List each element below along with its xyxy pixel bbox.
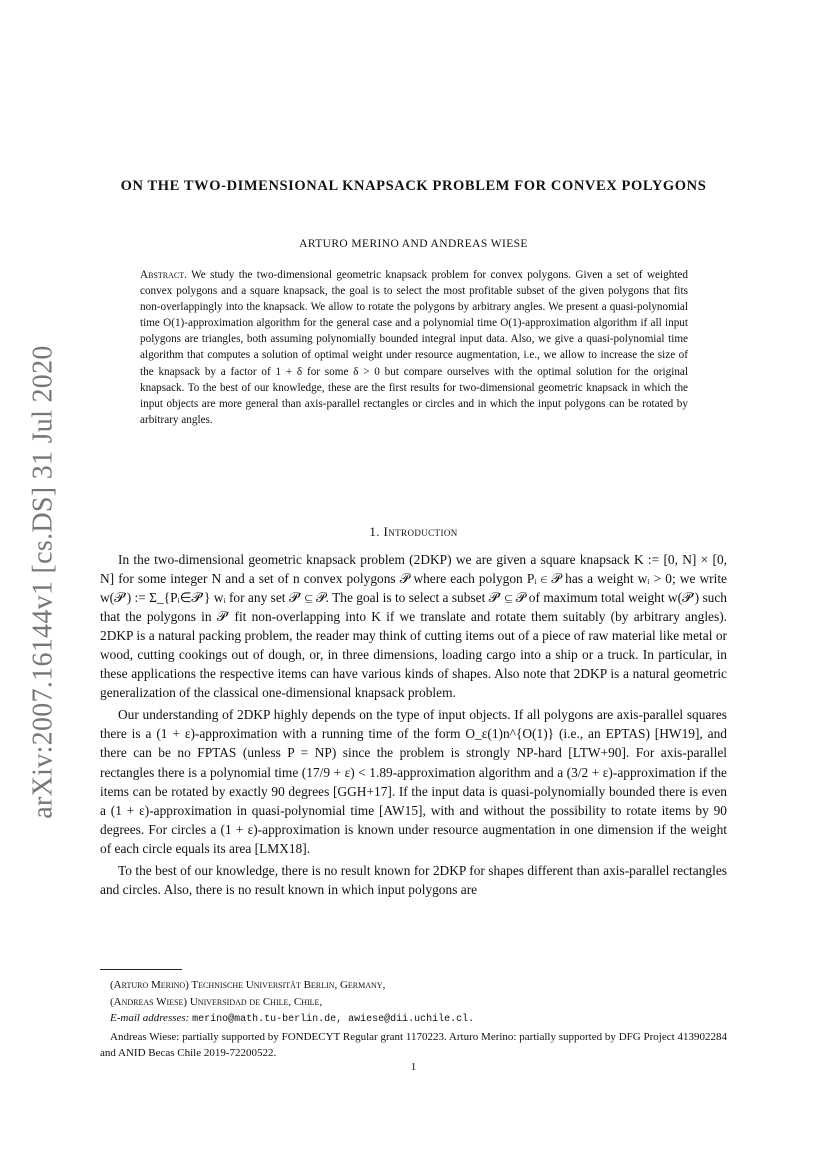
section-heading: 1. Introduction bbox=[369, 524, 458, 539]
abstract-label: Abstract. bbox=[140, 269, 187, 281]
page-number: 1 bbox=[410, 1061, 417, 1073]
arxiv-stamp bbox=[22, 345, 66, 819]
paper-title: ON THE TWO-DIMENSIONAL KNAPSACK PROBLEM FOR CONVEX POLYGONS bbox=[120, 178, 707, 194]
affiliation-wiese: (Andreas Wiese) Universidad de Chile, Chile, bbox=[110, 995, 323, 1008]
paragraph: In the two-dimensional geometric knapsack problem (2DKP) we are given a square knapsack K := [0, N] × [0, N] for some integer N and a set of n convex polygons 𝒫 where each polygon Pᵢ ∈ 𝒫 has a weight wᵢ > 0; we write w(𝒫′) := Σ_{Pᵢ∈𝒫′} wᵢ for any set 𝒫′ ⊆ 𝒫. The goal is to select a subset 𝒫′ ⊆ 𝒫 of maximum total weight w(𝒫′) such that the polygons in 𝒫′ fit non-overlapping into K if we translate and rotate them suitably (by arbitrary angles). 2DKP is a natural packing problem, the reader may think of cutting items out of a piece of raw material like metal or wood, cutting cookings out of dough, or, in three dimensions, loading cargo into a ship or a truck. In particular, in these applications the respective items can have various kinds of shapes. Also note that 2DKP is a natural geometric generalization of the classical one-dimensional knapsack problem. bbox=[100, 552, 727, 701]
paragraph: To the best of our knowledge, there is no result known for 2DKP for shapes different than axis-parallel rectangles and circles. Also, there is no result known in which input polygons are bbox=[100, 862, 727, 897]
footnote-rule bbox=[100, 969, 182, 970]
section-body bbox=[100, 550, 727, 899]
email-addresses[interactable]: merino@math.tu-berlin.de, awiese@dii.uchile.cl. bbox=[192, 1014, 475, 1025]
abstract bbox=[140, 267, 688, 428]
funding-note: Andreas Wiese: partially supported by FONDECYT Regular grant 1170223. Arturo Merino: partially supported by DFG Project 413902284 and ANID Becas Chile 2019-72200522. bbox=[100, 1030, 727, 1059]
email-label: E-mail addresses: bbox=[110, 1012, 190, 1024]
abstract-text: We study the two-dimensional geometric knapsack problem for convex polygons. Given a set of weighted convex polygons and a square knapsack, the goal is to select the most profitable subset of the given polygons that fits non-overlappingly into the knapsack. We allow to rotate the polygons by arbitrary angles. We present a quasi-polynomial time O(1)-approximation algorithm for the general case and a polynomial time O(1)-approximation algorithm if all input polygons are triangles, both assuming polynomially bounded integral input data. Also, we give a quasi-polynomial time algorithm that computes a solution of optimal weight under resource augmentation, i.e., we allow to increase the size of the knapsack by a factor of 1 + δ for some δ > 0 but compare ourselves with the optimal solution for the original knapsack. To the best of our knowledge, these are the first results for two-dimensional geometric knapsack in which the input objects are more general than axis-parallel rectangles or circles and in which the input polygons can be rotated by arbitrary angles. bbox=[140, 269, 688, 426]
paragraph: Our understanding of 2DKP highly depends on the type of input objects. If all polygons are axis-parallel squares there is a (1 + ε)-approximation with a running time of the form O_ε(1)n^{O(1)} (i.e., an EPTAS) [HW19], and there can be no FPTAS (unless P = NP) since the problem is strongly NP-hard [LTW+90]. For axis-parallel rectangles there is a polynomial time (17/9 + ε) < 1.89-approximation algorithm and a (3/2 + ε)-approximation if the items can be rotated by exactly 90 degrees [GGH+17]. If the input data is quasi-polynomially bounded there is even a (1 + ε)-approximation in quasi-polynomial time [AW15], with and without the possibility to rotate items by 90 degrees. For circles a (1 + ε)-approximation is known under resource augmentation in one dimension if the weight of each circle equals its area [LMX18]. bbox=[100, 707, 727, 856]
email-line bbox=[100, 1010, 727, 1029]
footnotes bbox=[100, 977, 727, 1062]
affiliation-merino: (Arturo Merino) Technische Universität Berlin, Germany, bbox=[110, 979, 386, 991]
arxiv-stamp-text: arXiv:2007.16144v1 [cs.DS] 31 Jul 2020 bbox=[28, 345, 59, 819]
paper-authors: ARTURO MERINO AND ANDREAS WIESE bbox=[299, 238, 528, 250]
